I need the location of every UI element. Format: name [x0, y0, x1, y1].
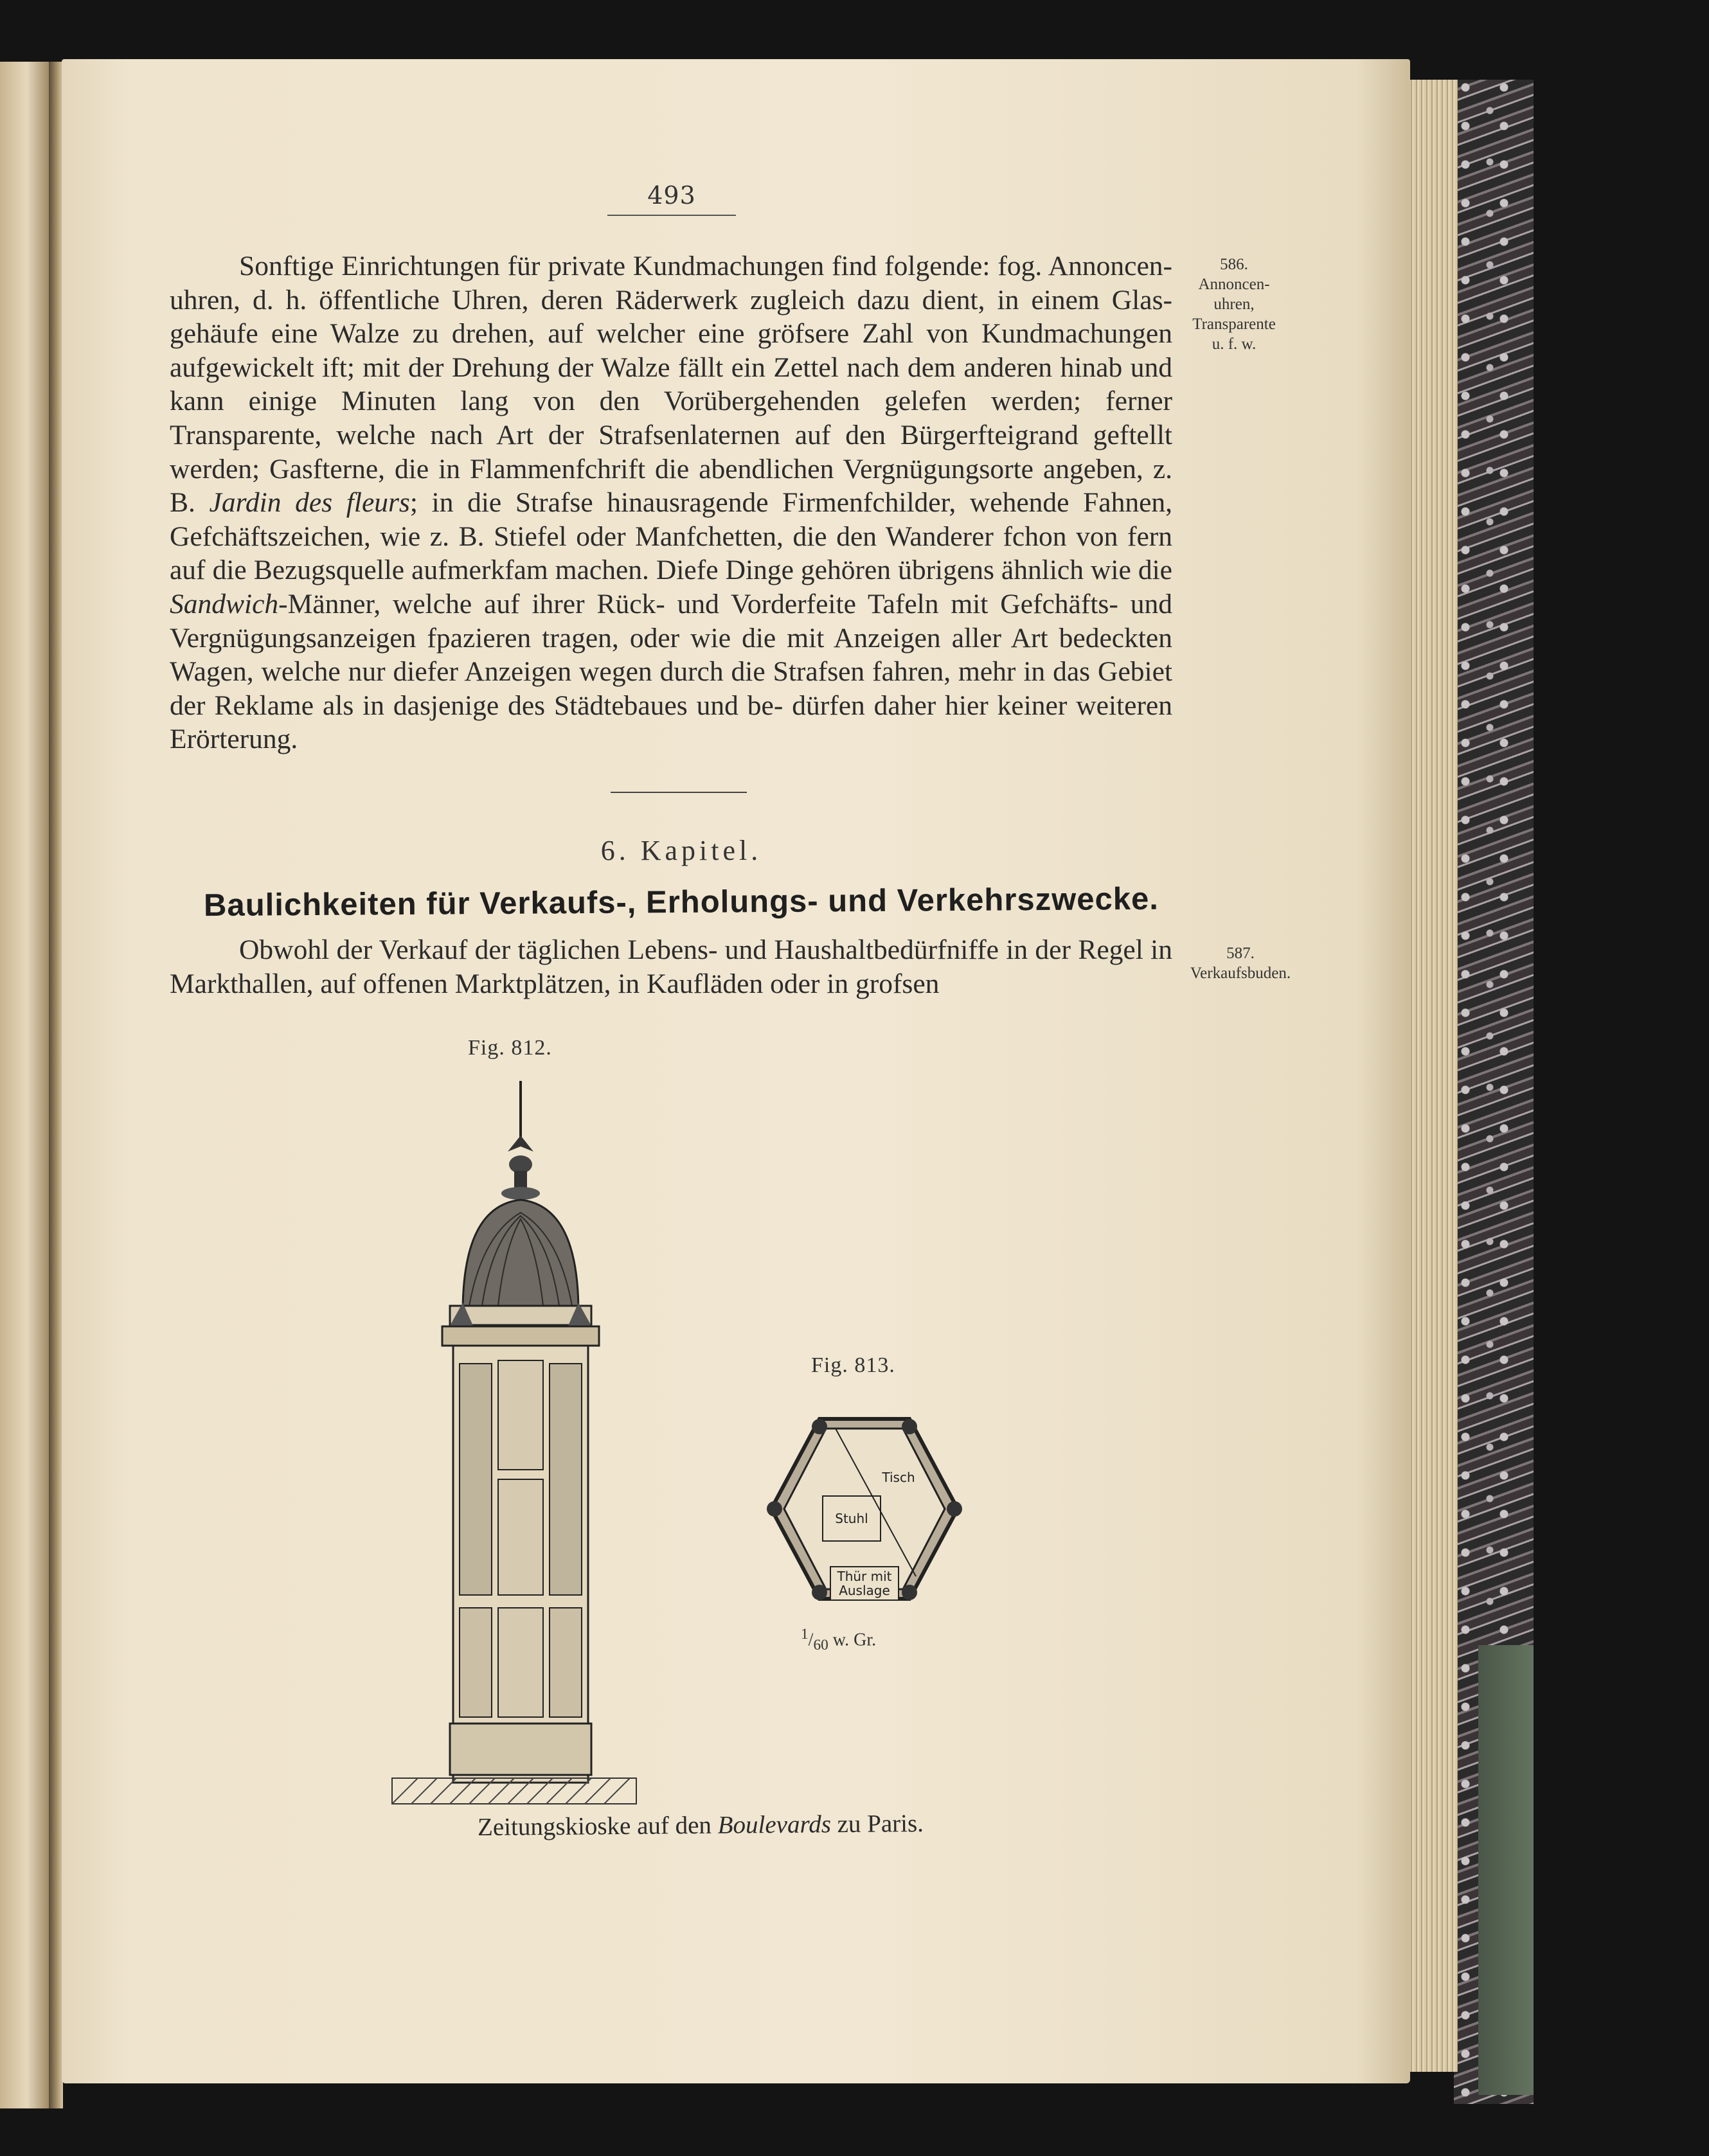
figure-813-label: Fig. 813.	[811, 1353, 895, 1377]
italic-jardin-des-fleurs: Jardin des fleurs	[209, 487, 410, 519]
figure-caption	[411, 1808, 990, 1842]
text-line: Gefchäftszeichen, wie z. B. Stiefel oder Manfchetten, die den Wanderer fchon von	[170, 521, 1118, 552]
text-line: z. B.	[170, 453, 1172, 519]
margin-note-line: Transparente	[1192, 316, 1276, 333]
scale-note-denominator: 60	[813, 1636, 828, 1653]
caption-text: Zeitungskioske auf den	[477, 1811, 718, 1842]
paragraph-verkaufsbuden	[170, 933, 1172, 1001]
margin-note-line: Verkaufsbuden.	[1190, 965, 1291, 982]
text-line: Sonftige Einrichtungen für private Kundmachungen find folgende: fog. Annoncen-	[239, 251, 1172, 281]
chapter-number: 6. Kapitel.	[600, 835, 762, 866]
plan-label-table: Tisch	[882, 1470, 915, 1485]
section-divider	[611, 792, 747, 793]
text-line: Regel in Markthallen, auf offenen Marktplätzen, in Kaufläden oder in grofsen	[170, 934, 1172, 999]
text-line: gehäufe eine Walze zu drehen, auf welcher eine gröfsere Zahl von Kundmachungen	[170, 318, 1172, 350]
plan-label-door-2: Auslage	[839, 1583, 890, 1598]
text-line: werden; Gasfterne, die in Flammenfchrift die abendlichen Vergnügungsorte angeben,	[170, 453, 1143, 485]
book-gutter	[49, 62, 63, 2108]
cover-cloth-bottom	[1478, 1645, 1534, 2095]
caption-text-end: zu Paris.	[830, 1809, 924, 1839]
text-line: fahren, mehr in das Gebiet der Reklame als in dasjenige des Städtebaues und be-	[170, 656, 1172, 721]
text-line: ; in die Strafse hinausragende Firmenfchilder, wehende Fahnen,	[409, 487, 1173, 519]
scale-note-numerator: 1	[801, 1626, 809, 1643]
text-line: Obwohl der Verkauf der täglichen Lebens- und Haushaltbedürfniffe in der	[239, 934, 1071, 965]
newspaper-kiosk-illustration	[386, 1074, 643, 1816]
italic-sandwich: Sandwich	[170, 588, 279, 619]
text-line: uhren, d. h. öffentliche Uhren, deren Räderwerk zugleich dazu dient, in einem Glas-	[170, 284, 1172, 316]
kiosk-floor-plan	[758, 1406, 971, 1612]
margin-note-line: u. f. w.	[1212, 335, 1257, 353]
left-page-edge	[0, 62, 49, 2108]
figure-812-label: Fig. 812.	[468, 1036, 552, 1060]
paragraph-annoncenuhren	[170, 249, 1172, 756]
text-line: -Männer, welche auf ihrer Rück- und Vorderfeite Tafeln	[278, 588, 939, 619]
scale-note: $^1/_{60}$ w. Gr.	[801, 1626, 877, 1653]
margin-note-line: Annoncen-	[1198, 276, 1270, 293]
page-number-rule	[607, 215, 736, 216]
page-number: 493	[647, 181, 696, 209]
chapter-title: Baulichkeiten für Verkaufs-, Erholungs- und Verkehrszwecke.	[203, 881, 1159, 923]
plan-label-door-1: Thür mit	[837, 1569, 892, 1584]
margin-note-line: uhren,	[1213, 296, 1255, 313]
scale-note-text: w. Gr.	[828, 1630, 877, 1650]
text-line: ähnlich wie die	[1001, 555, 1172, 586]
text-line: aufgewickelt ift; mit der Drehung der Walze fällt ein Zettel nach dem anderen hinab	[170, 352, 1123, 383]
caption-italic: Boulevards	[717, 1810, 832, 1839]
text-line: aller Art bedeckten Wagen, welche nur diefer Anzeigen wegen durch die Strafsen	[170, 622, 1172, 688]
text-line: und kann einige Minuten lang von den Vorübergehenden gelefen werden; ferner	[170, 352, 1172, 417]
text-line: mit Gefchäfts- und Vergnügungsanzeigen fpazieren tragen, oder wie die mit Anzeigen	[170, 588, 1172, 654]
text-line: Transparente, welche nach Art der Strafsenlaternen auf den Bürgerfteigrand geftellt	[170, 419, 1172, 450]
plan-label-chair: Stuhl	[835, 1511, 868, 1526]
text-line: dürfen daher hier keiner weiteren Erörterung.	[170, 690, 1172, 755]
text-line: fern auf die Bezugsquelle aufmerkfam machen. Diefe Dinge gehören übrigens	[170, 521, 1173, 586]
margin-note-587	[1183, 943, 1298, 983]
margin-note-number: 586.	[1220, 256, 1248, 273]
margin-note-number: 587.	[1226, 945, 1255, 962]
margin-note-586	[1183, 254, 1285, 354]
